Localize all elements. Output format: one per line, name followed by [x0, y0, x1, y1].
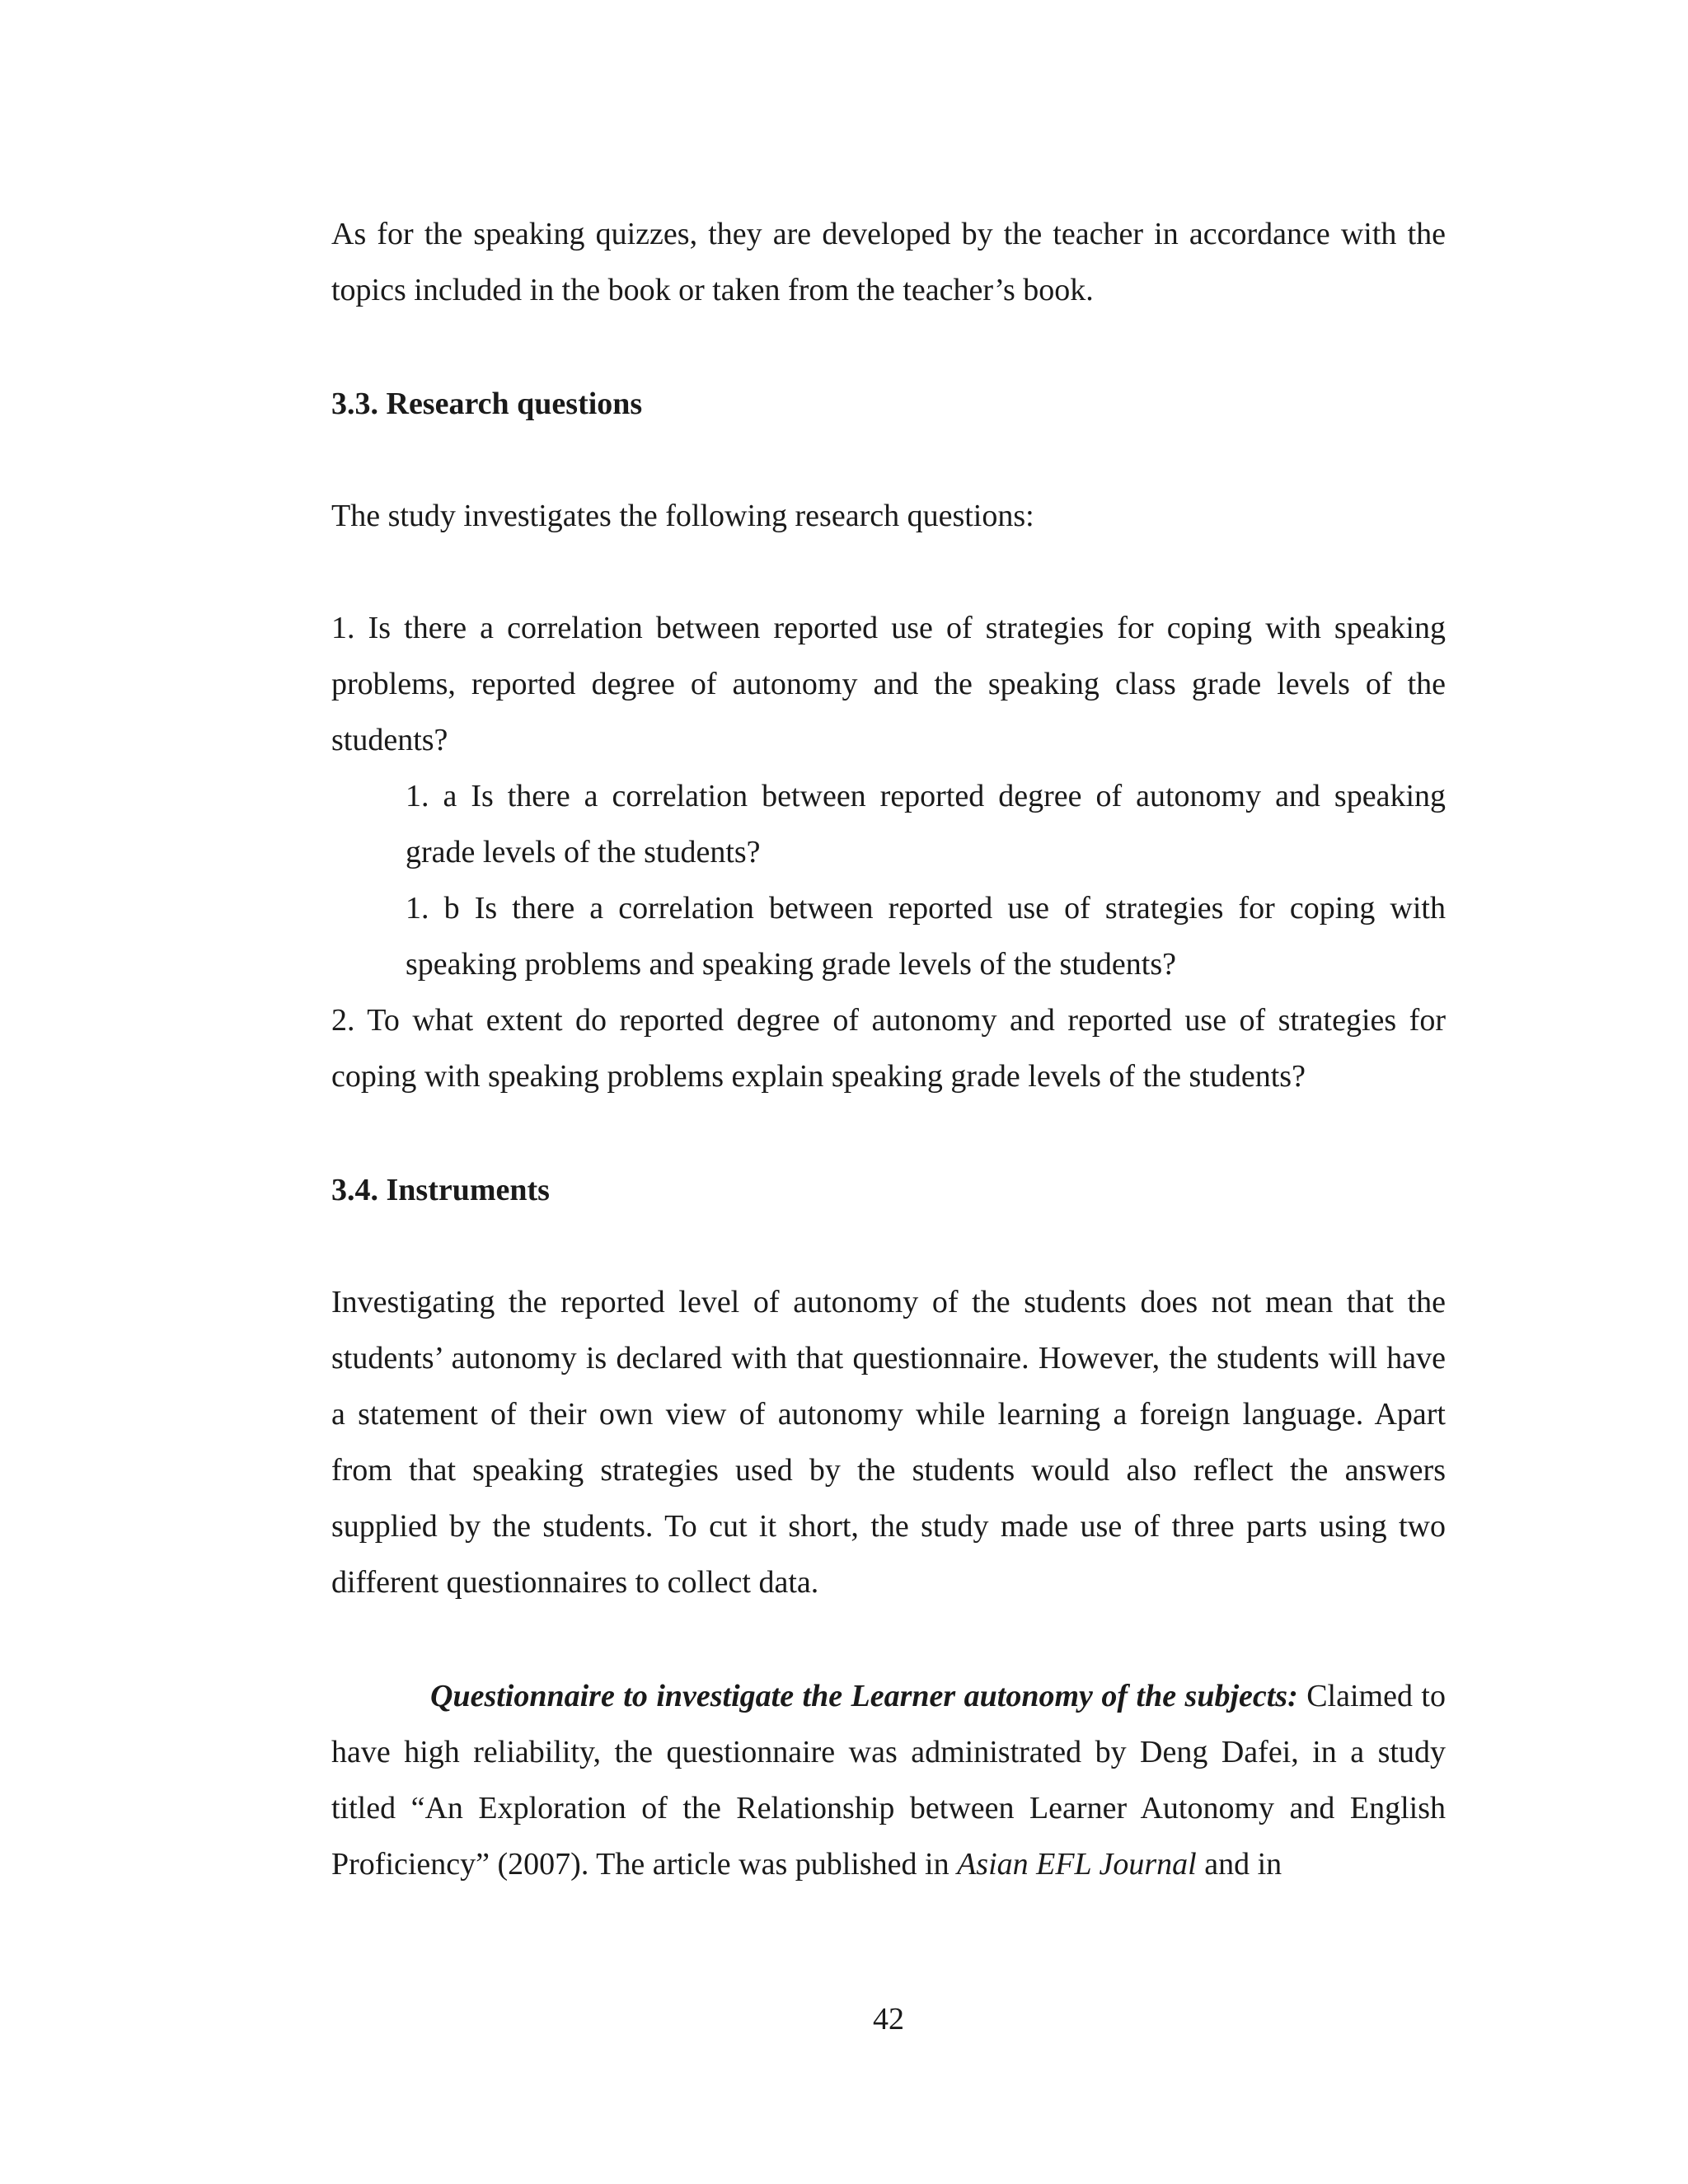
questionnaire-body: Claimed to have high reliability, the questionnaire was administrated by Deng Dafei, in a study titled “An Exploration of the Relationship between Learner Autonomy and English Proficiency” (2007). The article was published in: [331, 1679, 1446, 1882]
journal-title: Asian EFL Journal: [957, 1847, 1197, 1882]
instruments-paragraph: Investigating the reported level of autonomy of the students does not mean that the students’ autonomy is declared with that questionnaire. However, the students will have a statement of their own view of autonomy while learning a foreign language. Apart from that speaking strategies used by the students would also reflect the answers supplied by the students. To cut it short, the study made use of three parts using two different questionnaires to collect data.: [331, 1285, 1446, 1600]
research-questions-intro: The study investigates the following research questions:: [331, 499, 1034, 533]
questionnaire-lead: Questionnaire to investigate the Learner autonomy of the subjects:: [430, 1679, 1298, 1713]
heading-research-questions: 3.3. Research questions: [331, 387, 643, 421]
questionnaire-paragraph: [331, 1668, 1446, 1892]
research-question-2: 2. To what extent do reported degree of autonomy and reported use of strategies for coping with speaking problems explain speaking grade levels of the students?: [331, 1003, 1446, 1094]
research-question-1b: 1. b Is there a correlation between reported use of strategies for coping with speaking problems and speaking grade levels of the students?: [406, 891, 1446, 982]
page-number: 42: [873, 2002, 904, 2036]
research-question-1a: 1. a Is there a correlation between reported degree of autonomy and speaking grade levels of the students?: [406, 779, 1446, 869]
research-question-1: 1. Is there a correlation between reported use of strategies for coping with speaking problems, reported degree of autonomy and the speaking class grade levels of the students?: [331, 611, 1446, 757]
heading-instruments: 3.4. Instruments: [331, 1173, 550, 1207]
questionnaire-tail: and in: [1196, 1847, 1282, 1882]
document-page: [331, 0, 1446, 2184]
intro-paragraph: As for the speaking quizzes, they are developed by the teacher in accordance with the topics included in the book or taken from the teacher’s book.: [331, 217, 1446, 307]
